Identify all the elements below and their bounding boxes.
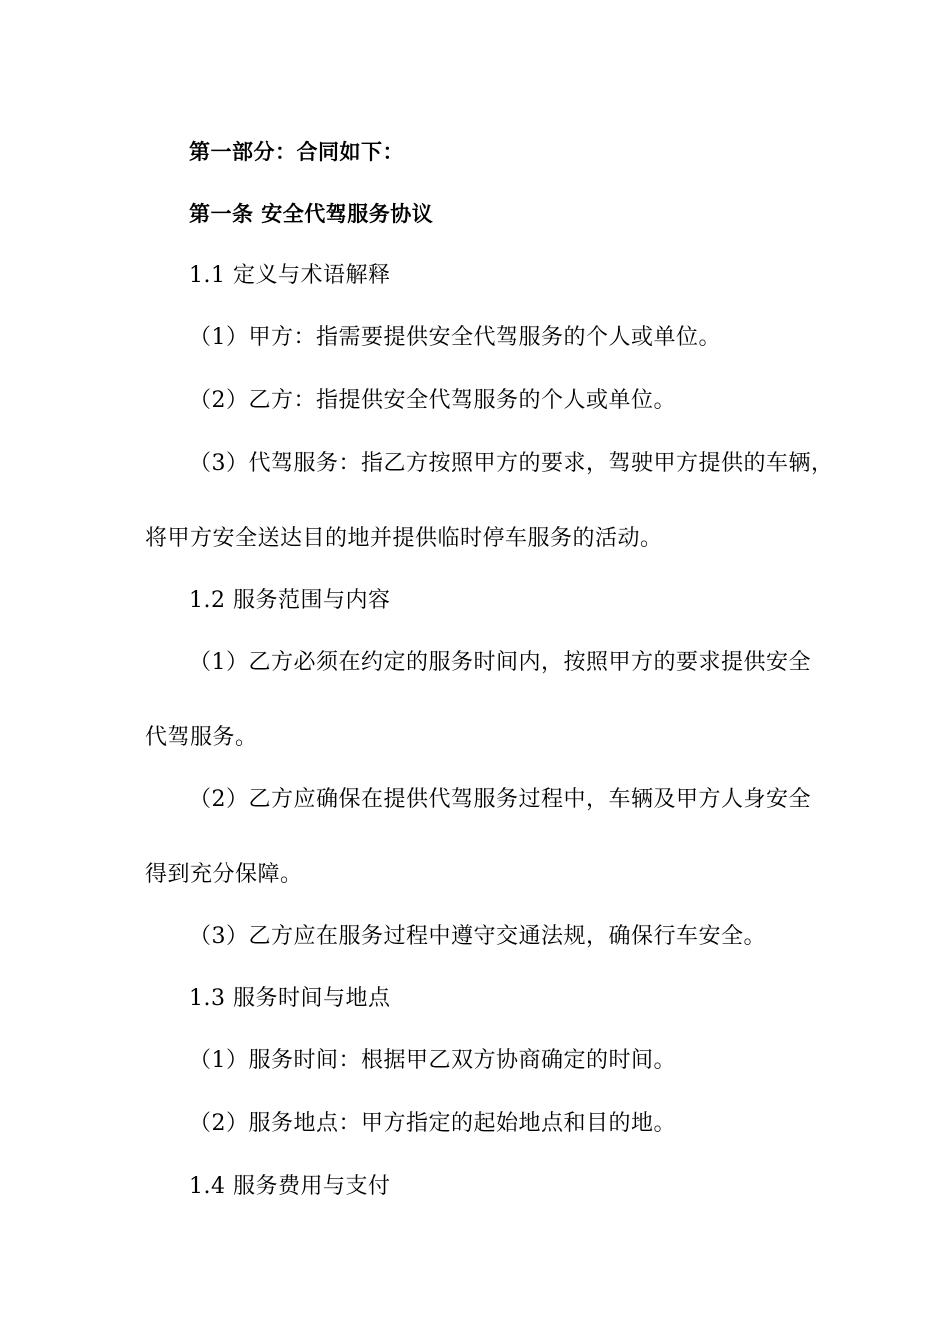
paragraph-1-3-item2: （2）服务地点：甲方指定的起始地点和目的地。 <box>189 1111 676 1136</box>
section-heading-1-4: 1.4 服务费用与支付 <box>189 1174 391 1199</box>
paragraph-1-2-item1-line2: 代驾服务。 <box>145 725 258 750</box>
paragraph-1-1-item3-line2: 将甲方安全送达目的地并提供临时停车服务的活动。 <box>145 526 663 551</box>
paragraph-1-3-item1: （1）服务时间：根据甲乙双方协商确定的时间。 <box>189 1048 676 1073</box>
part-title: 第一部分：合同如下： <box>189 140 404 164</box>
paragraph-1-2-item2-line1: （2）乙方应确保在提供代驾服务过程中，车辆及甲方人身安全 <box>189 787 811 812</box>
paragraph-1-2-item1-line1: （1）乙方必须在约定的服务时间内，按照甲方的要求提供安全 <box>189 650 811 675</box>
paragraph-1-2-item2-line2: 得到充分保障。 <box>145 862 303 887</box>
section-heading-1-2: 1.2 服务范围与内容 <box>189 588 391 613</box>
paragraph-1-1-item2: （2）乙方：指提供安全代驾服务的个人或单位。 <box>189 388 676 413</box>
paragraph-1-1-item3-line1: （3）代驾服务：指乙方按照甲方的要求，驾驶甲方提供的车辆， <box>189 451 834 476</box>
paragraph-1-1-item1: （1）甲方：指需要提供安全代驾服务的个人或单位。 <box>189 325 721 350</box>
section-heading-1-3: 1.3 服务时间与地点 <box>189 986 391 1011</box>
paragraph-1-2-item3: （3）乙方应在服务过程中遵守交通法规，确保行车安全。 <box>189 924 766 949</box>
section-heading-1-1: 1.1 定义与术语解释 <box>189 263 391 288</box>
article-title: 第一条 安全代驾服务协议 <box>189 202 434 226</box>
